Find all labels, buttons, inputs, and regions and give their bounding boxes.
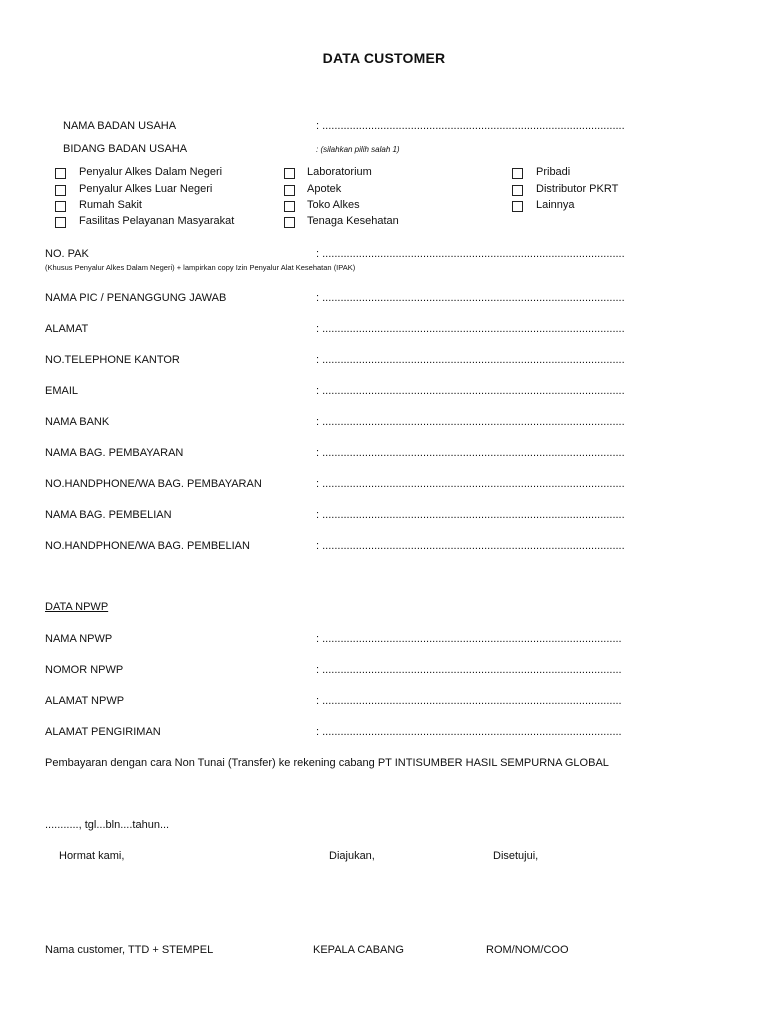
field-input-bank[interactable]: : ................................................................................................... [316,416,625,428]
field-input-hp-pembelian[interactable]: : ................................................................................................... [316,540,625,552]
field-label-nomor-npwp: NOMOR NPWP [45,664,124,676]
checkbox-option-penyalur-dalam[interactable] [55,166,66,184]
option-label: Laboratorium [307,166,372,178]
bidang-hint: : (silahkan pilih salah 1) [316,145,400,154]
nama-badan-usaha-label: NAMA BADAN USAHA [63,120,177,132]
checkbox-option-pribadi[interactable] [512,166,523,184]
field-label-nama-npwp: NAMA NPWP [45,633,113,645]
checkbox-icon[interactable] [284,185,295,196]
page-title: DATA CUSTOMER [322,50,446,66]
checkbox-icon[interactable] [55,185,66,196]
field-input-telephone[interactable]: : ................................................................................................... [316,354,625,366]
option-label: Tenaga Kesehatan [307,215,399,227]
sign-hormat-kami: Hormat kami, [59,850,125,862]
field-input-bag-pembayaran[interactable]: : ................................................................................................... [316,447,625,459]
payment-note: Pembayaran dengan cara Non Tunai (Transfer) ke rekening cabang PT INTISUMBER HASIL SEMPURNA GLOBAL [45,757,609,769]
field-input-email[interactable]: : ................................................................................................... [316,385,625,397]
field-label-hp-pembayaran: NO.HANDPHONE/WA BAG. PEMBAYARAN [45,478,262,490]
checkbox-option-tenaga-kesehatan[interactable] [284,215,295,233]
field-label-alamat-npwp: ALAMAT NPWP [45,695,125,707]
date-line: ..........., tgl...bln....tahun... [45,819,170,831]
npwp-heading: DATA NPWP [45,601,109,613]
field-label-bank: NAMA BANK [45,416,110,428]
option-label: Toko Alkes [307,199,360,211]
field-input-alamat-npwp[interactable]: : .................................................................................................. [316,695,622,707]
field-input-alamat[interactable]: : ................................................................................................... [316,323,625,335]
field-input-pic[interactable]: : ................................................................................................... [316,292,625,304]
field-label-alamat: ALAMAT [45,323,89,335]
option-label: Penyalur Alkes Dalam Negeri [79,166,223,178]
field-label-telephone: NO.TELEPHONE KANTOR [45,354,180,366]
sign-rom: ROM/NOM/COO [486,944,569,956]
option-label: Fasilitas Pelayanan Masyarakat [79,215,235,227]
checkbox-icon[interactable] [55,201,66,212]
checkbox-icon[interactable] [512,201,523,212]
field-input-nomor-npwp[interactable]: : .................................................................................................. [316,664,622,676]
field-label-bag-pembayaran: NAMA BAG. PEMBAYARAN [45,447,184,459]
field-label-pic: NAMA PIC / PENANGGUNG JAWAB [45,292,227,304]
checkbox-icon[interactable] [284,201,295,212]
checkbox-option-laboratorium[interactable] [284,166,295,184]
option-label: Lainnya [536,199,575,211]
no-pak-field[interactable]: : ................................................................................................... [316,248,625,260]
nama-badan-usaha-field[interactable]: : ................................................................................................... [316,120,625,132]
checkbox-icon[interactable] [55,217,66,228]
sign-diajukan: Diajukan, [329,850,375,862]
checkbox-icon[interactable] [512,185,523,196]
checkbox-icon[interactable] [284,217,295,228]
checkbox-icon[interactable] [284,168,295,179]
field-label-alamat-pengiriman: ALAMAT PENGIRIMAN [45,726,161,738]
sign-disetujui: Disetujui, [493,850,539,862]
checkbox-option-lainnya[interactable] [512,199,523,217]
no-pak-note: (Khusus Penyalur Alkes Dalam Negeri) + lampirkan copy Izin Penyalur Alat Kesehatan (IPAK) [45,263,356,272]
field-input-bag-pembelian[interactable]: : ................................................................................................... [316,509,625,521]
field-label-hp-pembelian: NO.HANDPHONE/WA BAG. PEMBELIAN [45,540,250,552]
checkbox-icon[interactable] [55,168,66,179]
bidang-badan-usaha-label: BIDANG BADAN USAHA [63,143,188,155]
option-label: Distributor PKRT [536,183,619,195]
field-label-email: EMAIL [45,385,79,397]
field-label-bag-pembelian: NAMA BAG. PEMBELIAN [45,509,172,521]
sign-kepala-cabang: KEPALA CABANG [313,944,404,956]
option-label: Pribadi [536,166,571,178]
option-label: Apotek [307,183,342,195]
checkbox-option-fasilitas[interactable] [55,215,66,233]
option-label: Penyalur Alkes Luar Negeri [79,183,213,195]
checkbox-icon[interactable] [512,168,523,179]
sign-customer: Nama customer, TTD + STEMPEL [45,944,214,956]
no-pak-label: NO. PAK [45,248,89,260]
option-label: Rumah Sakit [79,199,142,211]
field-input-nama-npwp[interactable]: : .................................................................................................. [316,633,622,645]
field-input-alamat-pengiriman[interactable]: : .................................................................................................. [316,726,622,738]
field-input-hp-pembayaran[interactable]: : ................................................................................................... [316,478,625,490]
